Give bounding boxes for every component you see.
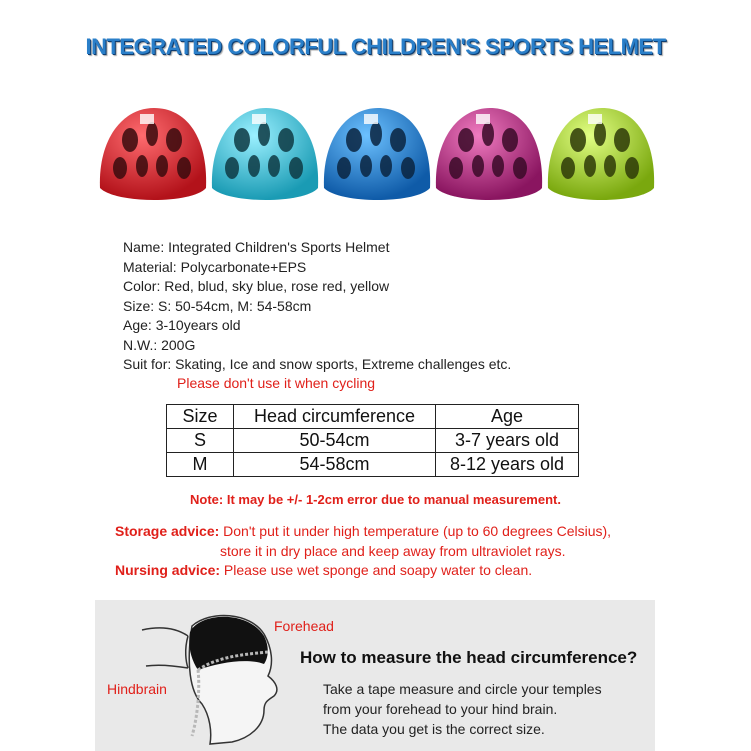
measure-line: Take a tape measure and circle your temples xyxy=(323,681,602,697)
measure-description xyxy=(323,679,602,739)
table-header: Age xyxy=(436,405,579,429)
spec-list xyxy=(123,238,511,375)
helmet-image-yellow xyxy=(540,100,660,218)
spec-name: Name: Integrated Children's Sports Helmet xyxy=(123,239,390,255)
helmet-image-red xyxy=(92,100,212,218)
head-measure-illustration xyxy=(140,606,290,748)
measure-title: How to measure the head circumference? xyxy=(300,648,638,667)
storage-advice-label: Storage advice: xyxy=(115,523,220,539)
helmet-image-sky-blue xyxy=(204,100,324,218)
cycling-warning: Please don't use it when cycling xyxy=(177,375,376,391)
helmet-gallery xyxy=(92,100,672,220)
spec-age: Age: 3-10years old xyxy=(123,317,241,333)
page-title: INTEGRATED COLORFUL CHILDREN'S SPORTS HELMET xyxy=(85,34,666,59)
spec-size: Size: S: 50-54cm, M: 54-58cm xyxy=(123,297,312,314)
storage-advice xyxy=(115,521,611,561)
spec-weight: N.W.: 200G xyxy=(123,336,196,353)
table-row xyxy=(167,429,579,453)
table-header: Head circumference xyxy=(234,405,436,429)
spec-material: Material: Polycarbonate+EPS xyxy=(123,258,307,275)
table-cell: 54-58cm xyxy=(234,453,436,477)
size-table xyxy=(166,404,579,477)
helmet-image-rose-red xyxy=(428,100,548,218)
measure-line: from your forehead to your hind brain. xyxy=(323,701,558,717)
table-cell: 3-7 years old xyxy=(436,429,579,453)
table-cell: 50-54cm xyxy=(234,429,436,453)
storage-advice-line2: store it in dry place and keep away from ultraviolet rays. xyxy=(220,543,566,559)
spec-suit-for: Suit for: Skating, Ice and snow sports, Extreme challenges etc. xyxy=(123,356,512,372)
nursing-advice-label: Nursing advice: xyxy=(115,562,221,578)
nursing-advice xyxy=(115,560,532,580)
forehead-label: Forehead xyxy=(274,618,334,634)
table-header: Size xyxy=(167,405,234,429)
table-row xyxy=(167,453,579,477)
spec-color: Color: Red, blud, sky blue, rose red, yellow xyxy=(123,278,390,294)
helmet-image-blue xyxy=(316,100,436,218)
table-cell: 8-12 years old xyxy=(436,453,579,477)
table-cell: S xyxy=(167,429,234,453)
measurement-note: Note: It may be +/- 1-2cm error due to manual measurement. xyxy=(190,492,561,507)
nursing-advice-text: Please use wet sponge and soapy water to clean. xyxy=(223,562,533,578)
storage-advice-line1: Don't put it under high temperature (up to 60 degrees Celsius), xyxy=(223,523,612,539)
hindbrain-label: Hindbrain xyxy=(107,681,167,697)
table-cell: M xyxy=(167,453,234,477)
measure-line: The data you get is the correct size. xyxy=(323,721,545,737)
table-header-row xyxy=(167,405,579,429)
